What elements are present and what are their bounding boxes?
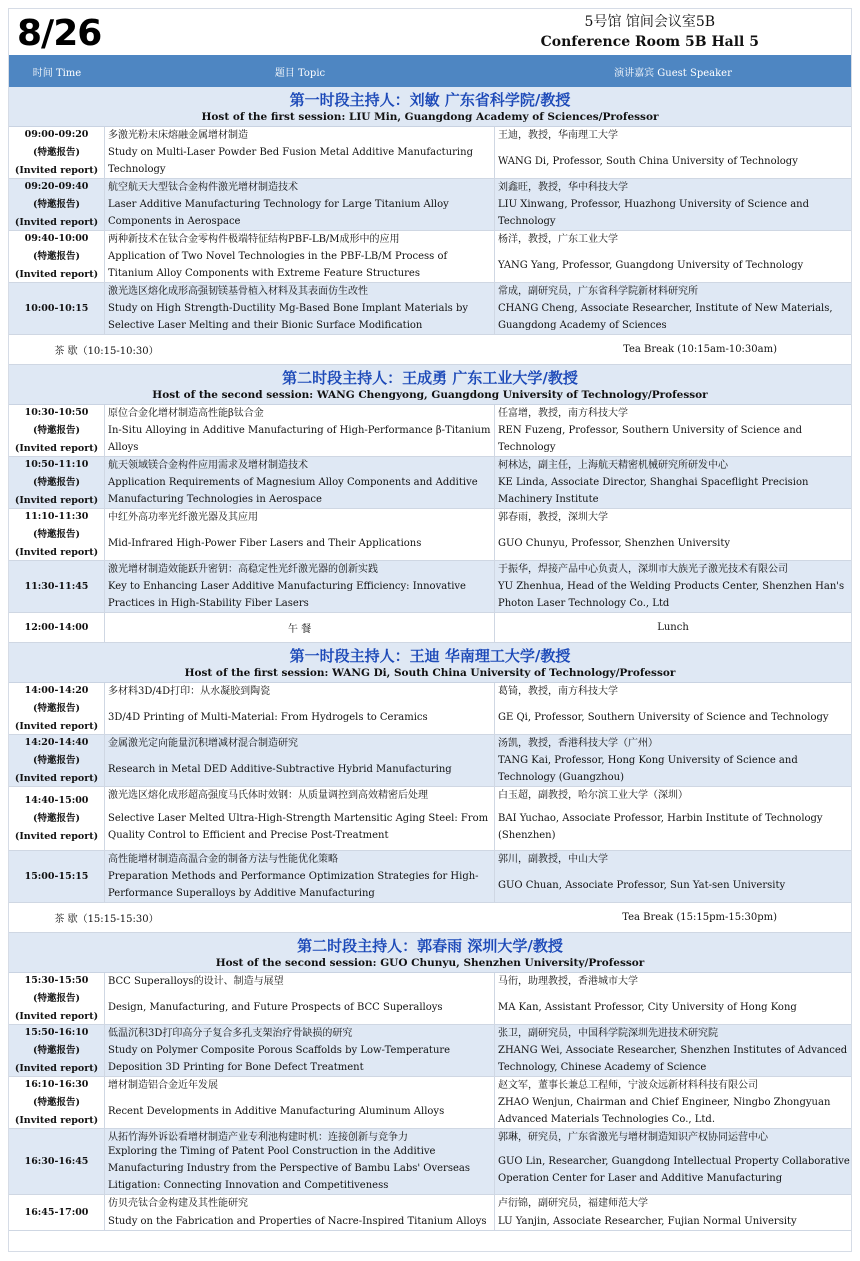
time-cell	[9, 231, 105, 282]
speaker-en-text: LIU Xinwang, Professor, Huazhong University of Science and Technology	[498, 199, 810, 227]
invited-tag-zh: (特邀报告)	[33, 754, 80, 766]
speaker-en-text: YU Zhenhua, Head of the Welding Products Center, Shenzhen Han's Photon Laser Technology Co., Ltd	[498, 581, 845, 609]
table-row	[9, 973, 851, 1025]
tea-break-zh: 茶 歇（15:15-15:30）	[54, 914, 159, 925]
speaker-en-text: LU Yanjin, Associate Researcher, Fujian Normal University	[498, 1215, 797, 1227]
topic-zh: 高性能增材制造高温合金的制备方法与性能优化策略	[108, 854, 338, 865]
speaker-en	[498, 1212, 851, 1230]
speaker-cell	[495, 683, 851, 734]
topic-en	[108, 804, 494, 850]
speaker-en-text: BAI Yuchao, Associate Professor, Harbin Institute of Technology (Shenzhen)	[498, 813, 823, 841]
topic-en	[108, 700, 494, 734]
speaker-cell	[495, 405, 851, 456]
lunch-time: 12:00-14:00	[9, 613, 105, 642]
topic-en-text: 3D/4D Printing of Multi-Material: From Hydrogels to Ceramics	[108, 711, 428, 723]
topic-en	[108, 1042, 494, 1076]
time-range: 09:00-09:20	[24, 128, 89, 140]
topic-en-text: Study on High Strength-Ductility Mg-Based Bone Implant Materials by Selective Laser Melting and their Bionic Surface Modification	[108, 303, 469, 331]
venue-zh: 5号馆 馆间会议室5B	[584, 14, 716, 30]
speaker-zh: 刘鑫旺，教授，华中科技大学	[498, 182, 628, 193]
table-row	[9, 405, 851, 457]
invited-tag-en: (Invited report)	[14, 216, 99, 228]
time-range: 10:00-10:15	[24, 302, 89, 314]
table-row	[9, 851, 851, 903]
table-row	[9, 179, 851, 231]
topic-cell	[105, 1077, 495, 1128]
topic-zh: BCC Superalloys的设计、制造与展望	[108, 976, 284, 987]
speaker-en-text: GE Qi, Professor, Southern University of Science and Technology	[498, 711, 829, 723]
topic-cell	[105, 787, 495, 850]
topic-en-text: Key to Enhancing Laser Additive Manufacturing Efficiency: Innovative Practices in High-Stability Fiber Lasers	[108, 581, 466, 609]
speaker-cell	[495, 457, 851, 508]
invited-tag-zh: (特邀报告)	[33, 198, 80, 210]
speaker-cell	[495, 179, 851, 230]
invited-tag-en: (Invited report)	[14, 546, 99, 558]
speaker-zh: 白玉超，副教授，哈尔滨工业大学（深圳）	[498, 790, 688, 801]
time-range: 11:10-11:30	[24, 510, 89, 522]
speaker-zh: 任富增，教授，南方科技大学	[498, 408, 628, 419]
lunch-en: Lunch	[657, 622, 689, 633]
speaker-en	[498, 422, 851, 456]
topic-cell	[105, 683, 495, 734]
time-range: 09:20-09:40	[24, 180, 89, 192]
speaker-cell	[495, 1077, 851, 1128]
column-speaker: 演讲嘉宾 Guest Speaker	[614, 67, 732, 79]
speaker-en	[498, 752, 851, 786]
date-label: 8/26	[17, 13, 102, 54]
topic-cell	[105, 127, 495, 178]
table-row	[9, 127, 851, 179]
table-row	[9, 683, 851, 735]
speaker-en-text: YANG Yang, Professor, Guangdong University of Technology	[498, 259, 804, 271]
table-row	[9, 1195, 851, 1231]
time-range: 09:40-10:00	[24, 232, 89, 244]
invited-tag-en: (Invited report)	[14, 720, 99, 732]
speaker-cell	[495, 283, 851, 334]
topic-zh: 两种新技术在钛合金零构件极端特征结构PBF-LB/M成形中的应用	[108, 234, 400, 245]
topic-cell	[105, 405, 495, 456]
time-cell	[9, 851, 105, 902]
speaker-cell	[495, 1025, 851, 1076]
topic-cell	[105, 1129, 495, 1194]
topic-zh: 航天领域镁合金构件应用需求及增材制造技术	[108, 460, 308, 471]
invited-tag-zh: (特邀报告)	[33, 812, 80, 824]
speaker-zh: 卢衍锦，副研究员，福建师范大学	[498, 1198, 648, 1209]
table-row	[9, 1129, 851, 1195]
speaker-en	[498, 526, 851, 560]
topic-zh: 原位合金化增材制造高性能β钛合金	[108, 408, 264, 419]
speaker-zh: 王迪，教授，华南理工大学	[498, 130, 618, 141]
topic-zh: 激光选区熔化成形超高强度马氏体时效钢：从质量调控到高效精密后处理	[108, 790, 428, 801]
invited-tag-zh: (特邀报告)	[33, 1096, 80, 1108]
invited-tag-en: (Invited report)	[14, 830, 99, 842]
time-cell	[9, 127, 105, 178]
topic-en-text: Recent Developments in Additive Manufacturing Aluminum Alloys	[108, 1105, 445, 1117]
speaker-zh: 杨洋，教授，广东工业大学	[498, 234, 618, 245]
topic-zh: 多激光粉末床熔融金属增材制造	[108, 130, 248, 141]
tea-break-en: Tea Break (15:15pm-15:30pm)	[622, 912, 777, 923]
lunch-zh: 午 餐	[105, 613, 495, 642]
speaker-en-text: GUO Chuan, Associate Professor, Sun Yat-sen University	[498, 879, 786, 891]
invited-tag-en: (Invited report)	[14, 1010, 99, 1022]
speaker-en	[498, 990, 851, 1024]
topic-en	[108, 1094, 494, 1128]
speaker-en-text: WANG Di, Professor, South China University of Technology	[498, 155, 798, 167]
speaker-en-text: GUO Lin, Researcher, Guangdong Intellectual Property Collaborative Operation Center for Laser and Additive Manufacturing	[498, 1156, 850, 1184]
tea-break-zh: 茶 歇（10:15-10:30）	[54, 346, 159, 357]
column-header	[9, 55, 851, 87]
invited-tag-en: (Invited report)	[14, 268, 99, 280]
topic-en	[108, 196, 494, 230]
time-cell	[9, 1077, 105, 1128]
topic-zh: 金属激光定向能量沉积增减材混合制造研究	[108, 738, 298, 749]
speaker-cell	[495, 127, 851, 178]
topic-en-text: Study on the Fabrication and Properties of Nacre-Inspired Titanium Alloys	[108, 1215, 487, 1227]
speaker-en-text: CHANG Cheng, Associate Researcher, Institute of New Materials, Guangdong Academy of Sciences	[498, 303, 833, 331]
session-host-banner	[9, 933, 851, 973]
time-range: 14:40-15:00	[24, 794, 89, 806]
speaker-zh: 柯林达，副主任，上海航天精密机械研究所研发中心	[498, 460, 728, 471]
topic-en	[108, 300, 494, 334]
topic-cell	[105, 1025, 495, 1076]
topic-en-text: In-Situ Alloying in Additive Manufacturing of High-Performance β-Titanium Alloys	[108, 425, 491, 453]
topic-cell	[105, 735, 495, 786]
topic-en-text: Application of Two Novel Technologies in the PBF-LB/M Process of Titanium Alloy Components with Extreme Feature Structures	[108, 251, 448, 279]
column-topic: 题目 Topic	[274, 67, 326, 79]
speaker-en	[498, 1146, 851, 1194]
topic-en	[108, 990, 494, 1024]
lunch-row	[9, 613, 851, 643]
invited-tag-en: (Invited report)	[14, 164, 99, 176]
time-cell	[9, 973, 105, 1024]
time-range: 14:20-14:40	[24, 736, 89, 748]
speaker-en-text: TANG Kai, Professor, Hong Kong University of Science and Technology (Guangzhou)	[498, 755, 798, 783]
topic-cell	[105, 231, 495, 282]
time-range: 10:30-10:50	[24, 406, 89, 418]
topic-cell	[105, 179, 495, 230]
time-cell	[9, 1025, 105, 1076]
table-row	[9, 1077, 851, 1129]
time-cell	[9, 457, 105, 508]
session-host-en: Host of the second session: GUO Chunyu, Shenzhen University/Professor	[215, 957, 645, 969]
topic-en-text: Selective Laser Melted Ultra-High-Strength Martensitic Aging Steel: From Quality Control to Efficient and Precise Post-Treatment	[108, 813, 489, 841]
topic-en	[108, 422, 494, 456]
invited-tag-en: (Invited report)	[14, 772, 99, 784]
topic-cell	[105, 283, 495, 334]
topic-en	[108, 1143, 494, 1194]
speaker-en	[498, 1042, 851, 1076]
speaker-en	[498, 1094, 851, 1128]
time-cell	[9, 561, 105, 612]
speaker-zh: 郭琳，研究员，广东省激光与增材制造知识产权协同运营中心	[498, 1132, 768, 1143]
topic-zh: 增材制造铝合金近年发展	[108, 1080, 218, 1091]
speaker-en	[498, 248, 851, 282]
speaker-en	[498, 300, 851, 334]
table-row	[9, 1025, 851, 1077]
invited-tag-zh: (特邀报告)	[33, 702, 80, 714]
time-cell	[9, 179, 105, 230]
session-host-banner	[9, 365, 851, 405]
time-range: 16:10-16:30	[24, 1078, 89, 1090]
topic-zh: 低温沉积3D打印高分子复合多孔支架治疗骨缺损的研究	[108, 1028, 353, 1039]
time-range: 11:30-11:45	[24, 580, 89, 592]
speaker-cell	[495, 1129, 851, 1194]
invited-tag-en: (Invited report)	[14, 442, 99, 454]
speaker-cell	[495, 735, 851, 786]
time-cell	[9, 1195, 105, 1230]
table-row	[9, 787, 851, 851]
session-host-en: Host of the first session: LIU Min, Guangdong Academy of Sciences/Professor	[201, 111, 659, 123]
speaker-zh: 汤凯，教授，香港科技大学（广州）	[498, 738, 658, 749]
time-range: 16:45-17:00	[24, 1206, 89, 1218]
topic-en	[108, 868, 494, 902]
speaker-zh: 郭春雨，教授，深圳大学	[498, 512, 608, 523]
time-range: 14:00-14:20	[24, 684, 89, 696]
session-host-banner	[9, 643, 851, 683]
topic-en-text: Study on Multi-Laser Powder Bed Fusion Metal Additive Manufacturing Technology	[108, 147, 473, 175]
venue-en: Conference Room 5B Hall 5	[540, 34, 759, 50]
venue-block	[541, 12, 759, 52]
time-cell	[9, 735, 105, 786]
table-row	[9, 735, 851, 787]
tea-break-en: Tea Break (10:15am-10:30am)	[623, 344, 777, 355]
session-host-banner	[9, 87, 851, 127]
time-range: 10:50-11:10	[24, 458, 89, 470]
speaker-cell	[495, 509, 851, 560]
time-range: 15:50-16:10	[24, 1026, 89, 1038]
speaker-zh: 常成，副研究员，广东省科学院新材料研究所	[498, 286, 698, 297]
session-host-zh: 第一时段主持人：王迪 华南理工大学/教授	[289, 647, 571, 665]
invited-tag-zh: (特邀报告)	[33, 528, 80, 540]
speaker-en	[498, 804, 851, 850]
topic-cell	[105, 1195, 495, 1230]
table-row	[9, 561, 851, 613]
speaker-en-text: ZHAO Wenjun, Chairman and Chief Engineer, Ningbo Zhongyuan Advanced Materials Technologies Co., Ltd.	[498, 1097, 831, 1125]
session-host-zh: 第二时段主持人：王成勇 广东工业大学/教授	[282, 369, 578, 387]
topic-en-text: Mid-Infrared High-Power Fiber Lasers and Their Applications	[108, 537, 422, 549]
topic-zh: 激光选区熔化成形高强韧镁基骨植入材料及其表面仿生改性	[108, 286, 368, 297]
topic-zh: 激光增材制造效能跃升密钥：高稳定性光纤激光器的创新实践	[108, 564, 378, 575]
speaker-zh: 赵文军，董事长兼总工程师，宁波众远新材料科技有限公司	[498, 1080, 758, 1091]
topic-en	[108, 144, 494, 178]
speaker-zh: 葛锜，教授，南方科技大学	[498, 686, 618, 697]
topic-en	[108, 474, 494, 508]
speaker-en	[498, 474, 851, 508]
invited-tag-zh: (特邀报告)	[33, 1044, 80, 1056]
time-cell	[9, 683, 105, 734]
topic-en-text: Laser Additive Manufacturing Technology for Large Titanium Alloy Components in Aerospace	[108, 199, 449, 227]
time-range: 16:30-16:45	[24, 1155, 89, 1167]
topic-cell	[105, 509, 495, 560]
session-host-en: Host of the second session: WANG Chengyong, Guangdong University of Technology/Professor	[152, 389, 708, 401]
table-row	[9, 283, 851, 335]
time-range: 15:00-15:15	[24, 870, 89, 882]
topic-en	[108, 752, 494, 786]
topic-en	[108, 578, 494, 612]
invited-tag-en: (Invited report)	[14, 1062, 99, 1074]
session-host-zh: 第二时段主持人：郭春雨 深圳大学/教授	[297, 937, 563, 955]
speaker-en	[498, 144, 851, 178]
invited-tag-zh: (特邀报告)	[33, 250, 80, 262]
speaker-cell	[495, 1195, 851, 1230]
speaker-zh: 张卫，副研究员，中国科学院深圳先进技术研究院	[498, 1028, 718, 1039]
speaker-en	[498, 868, 851, 902]
topic-en-text: Exploring the Timing of Patent Pool Construction in the Additive Manufacturing Industry from the Perspective of Bambu Labs' Overseas Litigation: Connecting Innovation and Competitiveness	[108, 1146, 470, 1191]
speaker-en-text: MA Kan, Assistant Professor, City University of Hong Kong	[498, 1001, 797, 1013]
invited-tag-en: (Invited report)	[14, 1114, 99, 1126]
topic-en-text: Preparation Methods and Performance Optimization Strategies for High-Performance Superalloys by Additive Manufacturing	[108, 871, 479, 899]
table-row	[9, 457, 851, 509]
session-host-zh: 第一时段主持人：刘敏 广东省科学院/教授	[289, 91, 571, 109]
table-row	[9, 231, 851, 283]
speaker-en	[498, 196, 851, 230]
time-cell	[9, 787, 105, 850]
speaker-en	[498, 578, 851, 612]
topic-cell	[105, 851, 495, 902]
tea-break-row	[9, 903, 851, 933]
speaker-zh: 郭川，副教授，中山大学	[498, 854, 608, 865]
topic-en-text: Application Requirements of Magnesium Alloy Components and Additive Manufacturing Technologies in Aerospace	[108, 477, 478, 505]
time-cell	[9, 283, 105, 334]
topic-en-text: Research in Metal DED Additive-Subtractive Hybrid Manufacturing	[108, 763, 452, 775]
agenda-body	[9, 87, 851, 1231]
speaker-en	[498, 700, 851, 734]
topic-zh: 多材料3D/4D打印：从水凝胶到陶瓷	[108, 686, 271, 697]
speaker-en-text: ZHANG Wei, Associate Researcher, Shenzhen Institutes of Advanced Technology, Chinese Academy of Science	[498, 1045, 848, 1073]
time-cell	[9, 509, 105, 560]
tea-break-row	[9, 335, 851, 365]
time-range: 15:30-15:50	[24, 974, 89, 986]
topic-cell	[105, 457, 495, 508]
topic-zh: 仿贝壳钛合金构建及其性能研究	[108, 1198, 248, 1209]
speaker-cell	[495, 787, 851, 850]
speaker-zh: 于振华，焊接产品中心负责人，深圳市大族光子激光技术有限公司	[498, 564, 788, 575]
session-host-en: Host of the first session: WANG Di, South China University of Technology/Professor	[184, 667, 676, 679]
invited-tag-zh: (特邀报告)	[33, 476, 80, 488]
speaker-cell	[495, 973, 851, 1024]
speaker-en-text: KE Linda, Associate Director, Shanghai Spaceflight Precision Machinery Institute	[498, 477, 809, 505]
invited-tag-zh: (特邀报告)	[33, 992, 80, 1004]
topic-cell	[105, 973, 495, 1024]
topic-zh: 航空航天大型钛合金构件激光增材制造技术	[108, 182, 298, 193]
speaker-cell	[495, 561, 851, 612]
speaker-cell	[495, 851, 851, 902]
invited-tag-zh: (特邀报告)	[33, 424, 80, 436]
page-header	[9, 9, 851, 55]
topic-zh: 从拓竹海外诉讼看增材制造产业专利池构建时机：连接创新与竞争力	[108, 1132, 408, 1143]
topic-en	[108, 248, 494, 282]
speaker-en-text: GUO Chunyu, Professor, Shenzhen University	[498, 537, 730, 549]
time-cell	[9, 1129, 105, 1194]
topic-en-text: Design, Manufacturing, and Future Prospects of BCC Superalloys	[108, 1001, 443, 1013]
topic-zh: 中红外高功率光纤激光器及其应用	[108, 512, 258, 523]
table-row	[9, 509, 851, 561]
invited-tag-en: (Invited report)	[14, 494, 99, 506]
topic-en	[108, 526, 494, 560]
topic-en	[108, 1212, 494, 1230]
topic-en-text: Study on Polymer Composite Porous Scaffolds by Low-Temperature Deposition 3D Printing for Bone Defect Treatment	[108, 1045, 451, 1073]
invited-tag-zh: (特邀报告)	[33, 146, 80, 158]
speaker-en-text: REN Fuzeng, Professor, Southern University of Science and Technology	[498, 425, 803, 453]
topic-cell	[105, 561, 495, 612]
speaker-zh: 马衎，助理教授，香港城市大学	[498, 976, 638, 987]
speaker-cell	[495, 231, 851, 282]
agenda-sheet	[8, 8, 852, 1252]
column-time: 时间 Time	[32, 67, 82, 79]
time-cell	[9, 405, 105, 456]
